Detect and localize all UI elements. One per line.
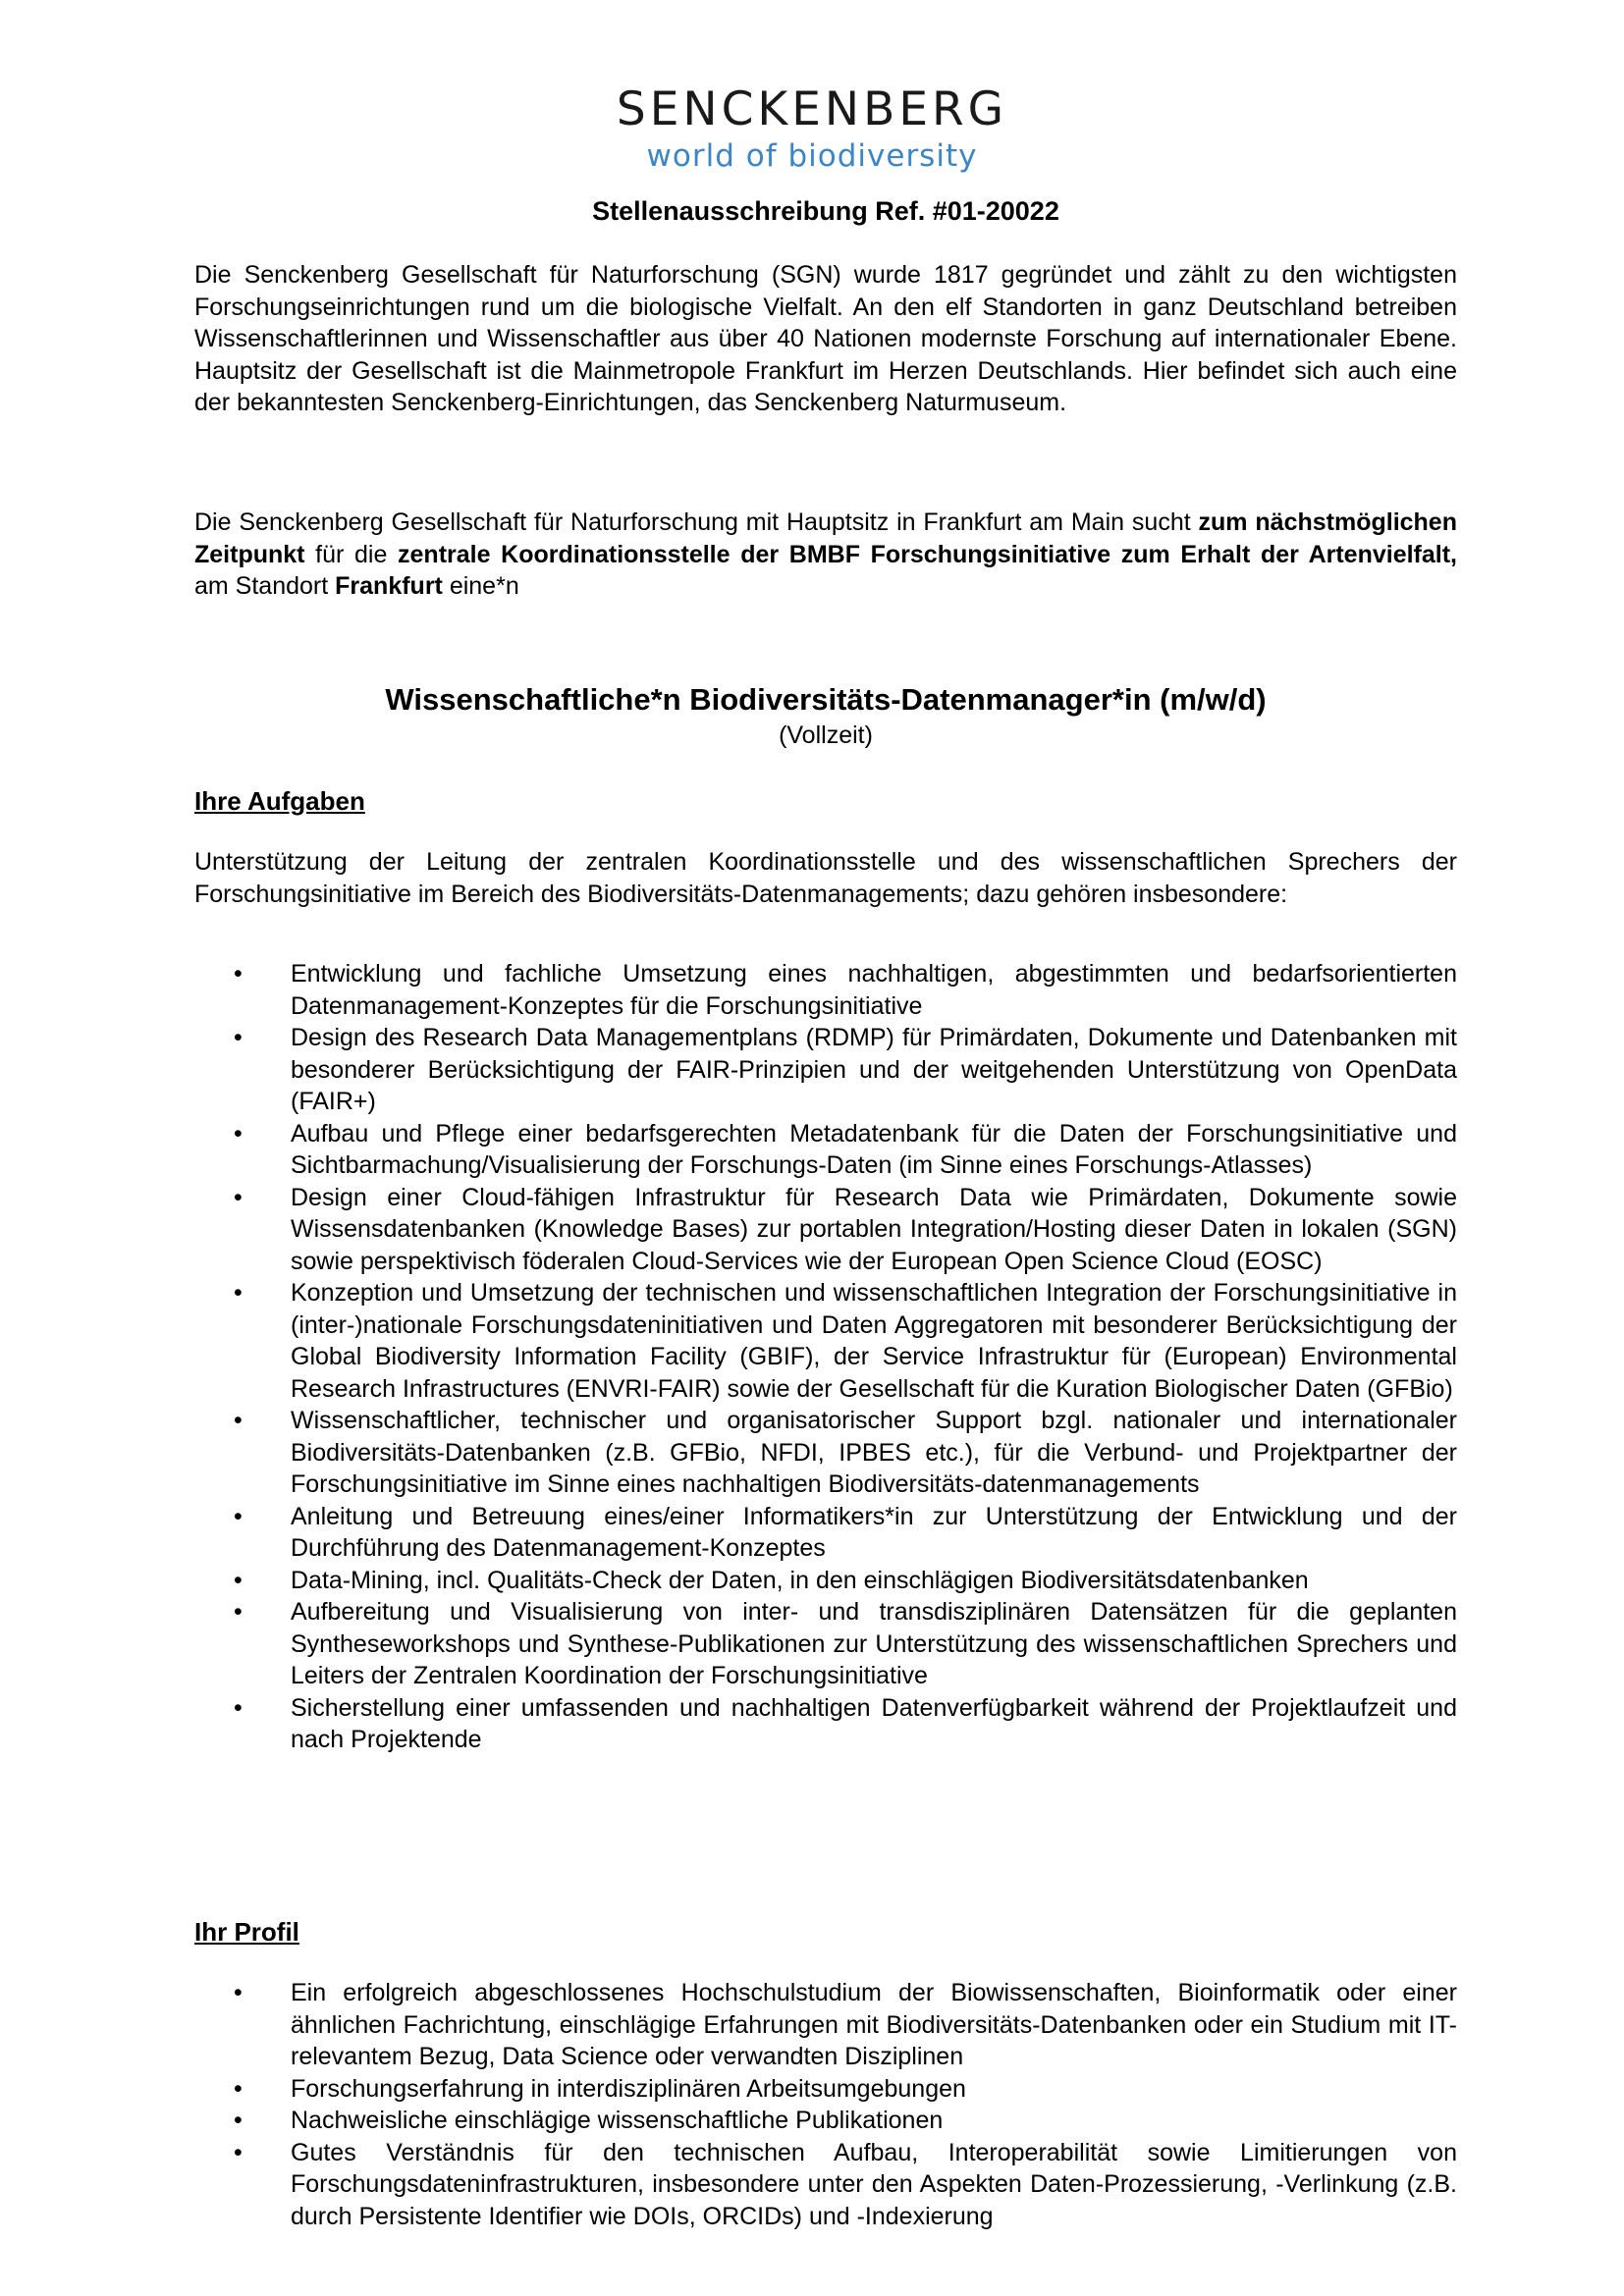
job-title: Wissenschaftliche*n Biodiversitäts-Datenmanager*in (m/w/d) <box>385 682 1267 717</box>
tasks-list <box>194 958 1457 1756</box>
logo-wordmark: SENCKENBERG <box>616 82 1008 136</box>
list-item-text: Nachweisliche einschlägige wissenschaftliche Publikationen <box>291 2107 944 2134</box>
bullet-icon: • <box>234 1024 243 1051</box>
profile-heading: Ihr Profil <box>194 1917 299 1947</box>
list-item <box>194 1501 1457 1565</box>
bullet-icon: • <box>234 960 243 988</box>
search-bold-location: Frankfurt <box>335 572 443 600</box>
bullet-icon: • <box>234 1119 243 1148</box>
list-item-text: Design des Research Data Managementplans (RDMP) für Primärdaten, Dokumente und Datenbanken mit besonderer Berücksichtigung der FAIR-Prinzipien und der weitgehenden Unterstützung von OpenData (FAIR+) <box>291 1024 1457 1115</box>
bullet-icon: • <box>234 1183 243 1211</box>
search-bold-start-date: zum nächstmöglichen Zeitpunkt <box>194 508 1457 568</box>
job-reference: Stellenausschreibung Ref. #01-20022 <box>592 196 1059 226</box>
list-item-text: Forschungserfahrung in interdisziplinären Arbeitsumgebungen <box>291 2074 966 2103</box>
search-text-2: für die <box>304 540 399 568</box>
list-item <box>194 1692 1457 1756</box>
tasks-intro: Unterstützung der Leitung der zentralen Koordinationsstelle und des wissenschaftlichen Sprechers der Forschungsinitiative im Bereich des Biodiversitäts-Datenmanagements; dazu gehören insbesondere: <box>194 848 1457 908</box>
list-item <box>194 1565 1457 1597</box>
logo-tagline: world of biodiversity <box>646 138 978 174</box>
bullet-icon: • <box>234 1279 243 1307</box>
job-type: (Vollzeit) <box>779 721 873 749</box>
bullet-icon: • <box>234 2138 243 2166</box>
profile-list <box>194 1977 1457 2232</box>
bullet-icon: • <box>234 2107 243 2134</box>
bullet-icon: • <box>234 2074 243 2103</box>
search-text-3: am Standort <box>194 572 336 600</box>
list-item <box>194 2073 1457 2106</box>
bullet-icon: • <box>234 1407 243 1434</box>
bullet-icon: • <box>234 1502 243 1530</box>
list-item <box>194 958 1457 1022</box>
list-item-text: Gutes Verständnis für den technischen Aufbau, Interoperabilität sowie Limitierungen von Forschungsdateninfrastrukturen, insbesondere unter den Aspekten Daten-Prozessierung, -Verlinkung (z.B. durch Persistente Identifier wie DOIs, ORCIDs) und -Indexierung <box>291 2138 1457 2230</box>
list-item-text: Data-Mining, incl. Qualitäts-Check der Daten, in den einschlägigen Biodiversitätsdatenbanken <box>291 1566 1309 1594</box>
list-item-text: Ein erfolgreich abgeschlossenes Hochschulstudium der Biowissenschaften, Bioinformatik oder einer ähnlichen Fachrichtung, einschlägige Erfahrungen mit Biodiversitäts-Datenbanken oder ein Studium mit IT-relevantem Bezug, Data Science oder verwandten Disziplinen <box>291 1979 1457 2070</box>
list-item-text: Sicherstellung einer umfassenden und nachhaltigen Datenverfügbarkeit während der Projektlaufzeit und nach Projektende <box>291 1693 1457 1753</box>
list-item-text: Entwicklung und fachliche Umsetzung eines nachhaltigen, abgestimmten und bedarfsorientierten Datenmanagement-Konzeptes für die Forschungsinitiative <box>291 960 1457 1020</box>
list-item <box>194 1277 1457 1405</box>
search-paragraph <box>194 507 1457 603</box>
list-item-text: Anleitung und Betreuung eines/einer Informatikers*in zur Unterstützung der Entwicklung und der Durchführung des Datenmanagement-Konzeptes <box>291 1502 1457 1562</box>
bullet-icon: • <box>234 1979 243 2006</box>
list-item <box>194 1118 1457 1182</box>
search-text-1: Die Senckenberg Gesellschaft für Naturforschung mit Hauptsitz in Frankfurt am Main sucht <box>194 508 1199 536</box>
list-item <box>194 1977 1457 2073</box>
list-item-text: Aufbau und Pflege einer bedarfsgerechten Metadatenbank für die Daten der Forschungsinitiative und Sichtbarmachung/Visualisierung der Forschungs-Daten (im Sinne eines Forschungs-Atlasses) <box>291 1119 1457 1179</box>
senckenberg-logo <box>0 82 1624 175</box>
list-item-text: Konzeption und Umsetzung der technischen und wissenschaftlichen Integration der Forschungsinitiative in (inter-)nationale Forschungsdateninitiativen und Daten Aggregatoren mit besonderer Berücksichtigung der Global Biodiversity Information Facility (GBIF), der Service Infrastruktur für (European) Environmental Research Infrastructures (ENVRI-FAIR) sowie der Gesellschaft für die Kuration Biologischer Daten (GFBio) <box>291 1279 1457 1403</box>
list-item <box>194 2105 1457 2137</box>
bullet-icon: • <box>234 1598 243 1626</box>
list-item <box>194 1182 1457 1278</box>
tasks-heading: Ihre Aufgaben <box>194 786 365 816</box>
list-item-text: Design einer Cloud-fähigen Infrastruktur für Research Data wie Primärdaten, Dokumente sowie Wissensdatenbanken (Knowledge Bases) zur portablen Integration/Hosting dieser Daten in lokalen (SGN) sowie perspektivisch föderalen Cloud-Services wie der European Open Science Cloud (EOSC) <box>291 1183 1457 1275</box>
bullet-icon: • <box>234 1693 243 1722</box>
search-bold-unit: zentrale Koordinationsstelle der BMBF Forschungsinitiative zum Erhalt der Artenvielfalt, <box>398 540 1458 568</box>
list-item <box>194 1405 1457 1501</box>
bullet-icon: • <box>234 1566 243 1594</box>
list-item <box>194 1596 1457 1692</box>
list-item <box>194 1022 1457 1118</box>
list-item-text: Wissenschaftlicher, technischer und organisatorischer Support bzgl. nationaler und internationaler Biodiversitäts-Datenbanken (z.B. GFBio, NFDI, IPBES etc.), für die Verbund- und Projektpartner der Forschungsinitiative im Sinne eines nachhaltigen Biodiversitäts-datenmanagements <box>291 1407 1457 1498</box>
search-text-4: eine*n <box>442 572 519 600</box>
list-item <box>194 2137 1457 2233</box>
list-item-text: Aufbereitung und Visualisierung von inter- und transdisziplinären Datensätzen für die geplanten Syntheseworkshops und Synthese-Publikationen zur Unterstützung des wissenschaftlichen Sprechers und Leiters der Zentralen Koordination der Forschungsinitiative <box>291 1598 1457 1689</box>
intro-paragraph: Die Senckenberg Gesellschaft für Naturforschung (SGN) wurde 1817 gegründet und zählt zu den wichtigsten Forschungseinrichtungen rund um die biologische Vielfalt. An den elf Standorten in ganz Deutschland betreiben Wissenschaftlerinnen und Wissenschaftler aus über 40 Nationen modernste Forschung auf internationaler Ebene. Hauptsitz der Gesellschaft ist die Mainmetropole Frankfurt im Herzen Deutschlands. Hier befindet sich auch eine der bekanntesten Senckenberg-Einrichtungen, das Senckenberg Naturmuseum. <box>194 261 1457 416</box>
